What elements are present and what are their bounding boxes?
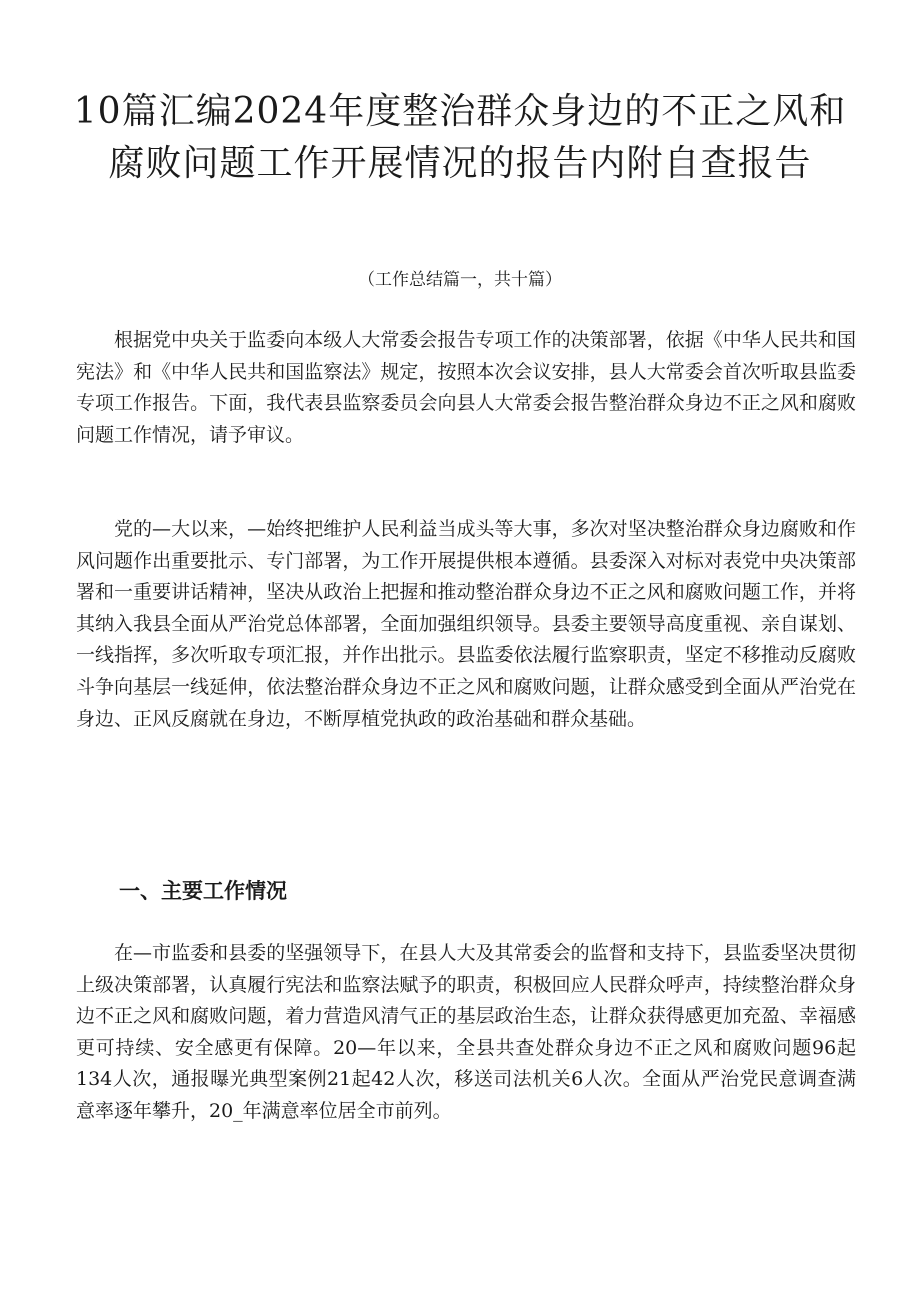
- paragraph-background: 党的—大以来，—始终把维护人民利益当成头等大事，多次对坚决整治群众身边腐败和作风问题作出重要批示、专门部署，为工作开展提供根本遵循。县委深入对标对表党中央决策部署和一重要讲话精神，坚决从政治上把握和推动整治群众身边不正之风和腐败问题工作，并将其纳入我县全面从严治党总体部署，全面加强组织领导。县委主要领导高度重视、亲自谋划、一线指挥，多次听取专项汇报，并作出批示。县监委依法履行监察职责，坚定不移推动反腐败斗争向基层一线延伸，依法整治群众身边不正之风和腐败问题，让群众感受到全面从严治党在身边、正风反腐就在身边，不断厚植党执政的政治基础和群众基础。: [76, 518, 856, 730]
- document-title: 10篇汇编2024年度整治群众身边的不正之风和腐败问题工作开展情况的报告内附自查报告: [73, 91, 847, 184]
- document-subtitle: （工作总结篇一，共十篇）: [358, 270, 562, 290]
- paragraph-intro: 根据党中央关于监委向本级人大常委会报告专项工作的决策部署，依据《中华人民共和国宪法》和《中华人民共和国监察法》规定，按照本次会议安排，县人大常委会首次听取县监委专项工作报告。下面，我代表县监察委员会向县人大常委会报告整治群众身边不正之风和腐败问题工作情况，请予审议。: [76, 329, 856, 446]
- paragraph-section-body: 在—市监委和县委的坚强领导下，在县人大及其常委会的监督和支持下，县监委坚决贯彻上级决策部署，认真履行宪法和监察法赋予的职责，积极回应人民群众呼声，持续整治群众身边不正之风和腐败问题，着力营造风清气正的基层政治生态，让群众获得感更加充盈、幸福感更可持续、安全感更有保障。20—年以来，全县共查处群众身边不正之风和腐败问题96起134人次，通报曝光典型案例21起42人次，移送司法机关6人次。全面从严治党民意调查满意率逐年攀升，20_年满意率位居全市前列。: [76, 942, 856, 1122]
- section-heading: 一、主要工作情况: [119, 879, 287, 903]
